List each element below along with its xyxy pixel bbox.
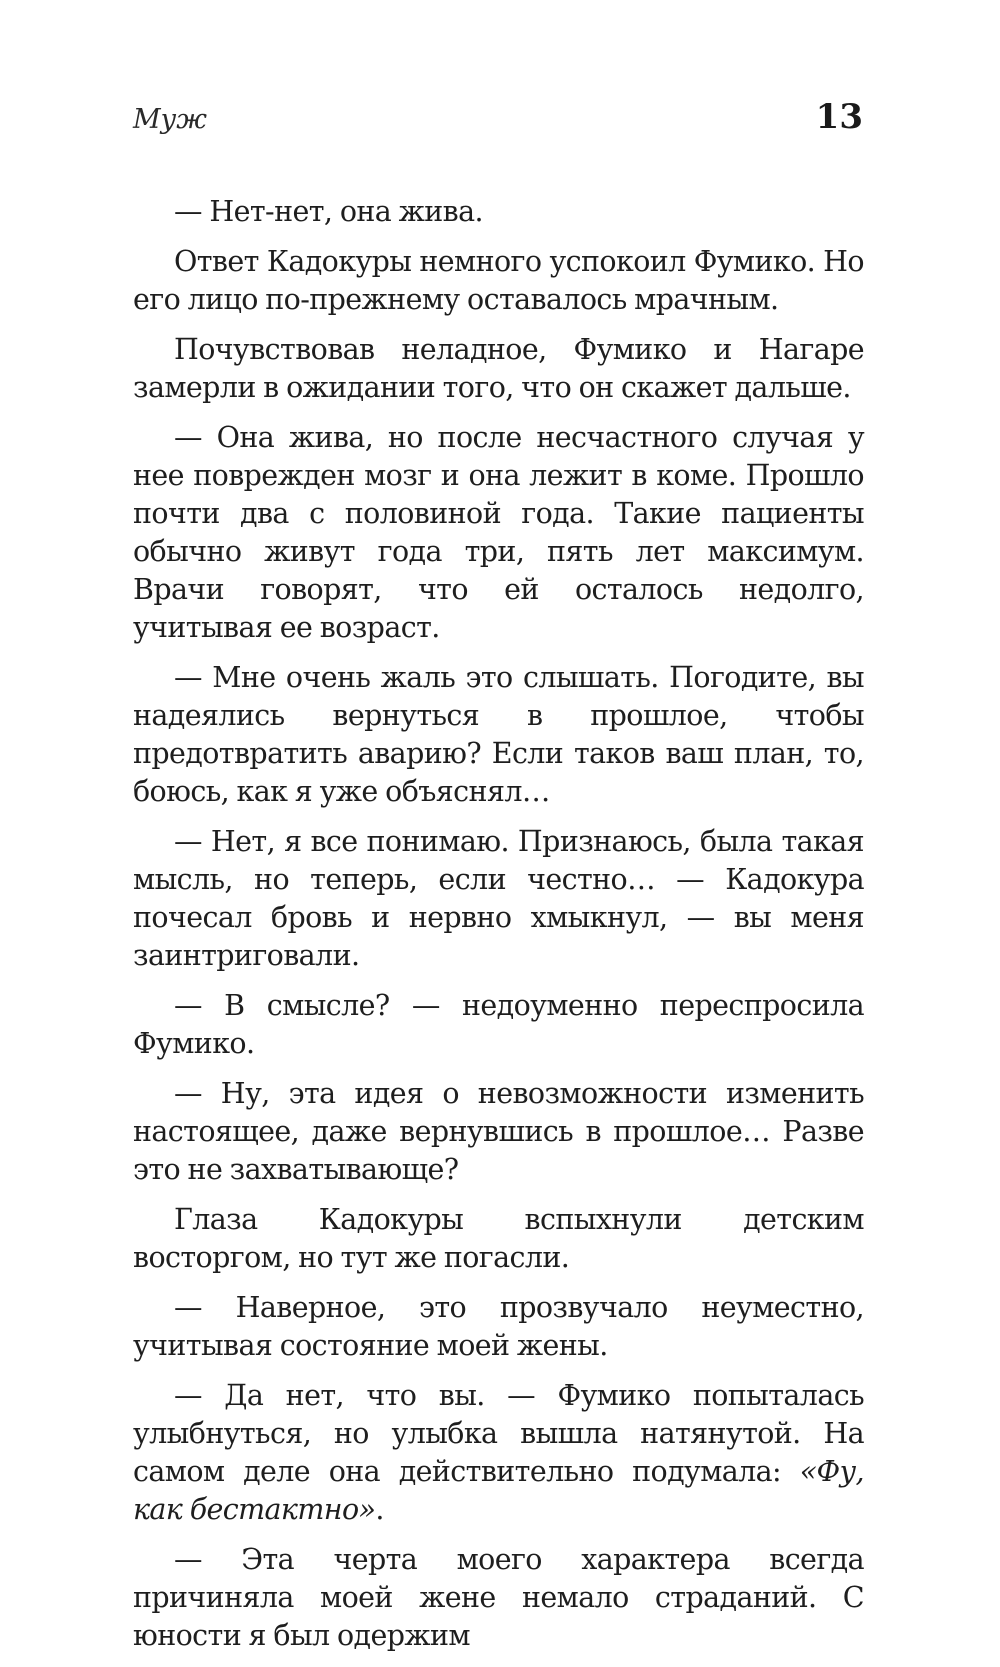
paragraph: Почувствовав неладное, Фумико и Нагаре замерли в ожидании того, что он скажет дальше.	[133, 333, 864, 404]
inner-thought-quote: «Фу, как бестактно»	[133, 1455, 864, 1526]
paragraph: — Нет, я все понимаю. Признаюсь, была такая мысль, но теперь, если честно… — Кадокура почесал бровь и нервно хмыкнул, — вы меня заинтриговали.	[133, 825, 864, 972]
paragraph: — Ну, эта идея о невозможности изменить настоящее, даже вернувшись в прошлое… Разве это не захватывающе?	[133, 1077, 864, 1186]
paragraph: — Эта черта моего характера всегда причиняла моей жене немало страданий. С юности я был одержим	[133, 1543, 864, 1652]
page-number: 13	[815, 97, 863, 137]
paragraph-with-quote	[133, 1377, 864, 1529]
paragraph: — Нет-нет, она жива.	[174, 195, 483, 228]
running-title: Муж	[133, 104, 207, 135]
paragraph: — Наверное, это прозвучало неуместно, учитывая состояние моей жены.	[133, 1291, 864, 1362]
paragraph: — В смысле? — недоуменно переспросила Фумико.	[133, 989, 864, 1060]
quote-tail-text: .	[375, 1493, 384, 1526]
quote-lead-text: — Да нет, что вы. — Фумико попыталась улыбнуться, но улыбка вышла натянутой. На самом деле она действительно подумала:	[133, 1379, 864, 1488]
paragraph: Глаза Кадокуры вспыхнули детским восторгом, но тут же погасли.	[133, 1203, 864, 1274]
paragraph: — Она жива, но после несчастного случая у нее поврежден мозг и она лежит в коме. Прошло почти два с половиной года. Такие пациенты обычно живут года три, пять лет максимум. Врачи говорят, что ей осталось недолго, учитывая ее возраст.	[133, 421, 864, 644]
paragraph: — Мне очень жаль это слышать. Погодите, вы надеялись вернуться в прошлое, чтобы предотвратить аварию? Если таков ваш план, то, боюсь, как я уже объяснял…	[133, 661, 864, 808]
paragraph: Ответ Кадокуры немного успокоил Фумико. Но его лицо по-прежнему оставалось мрачным.	[133, 245, 864, 316]
body-text	[133, 193, 864, 1667]
